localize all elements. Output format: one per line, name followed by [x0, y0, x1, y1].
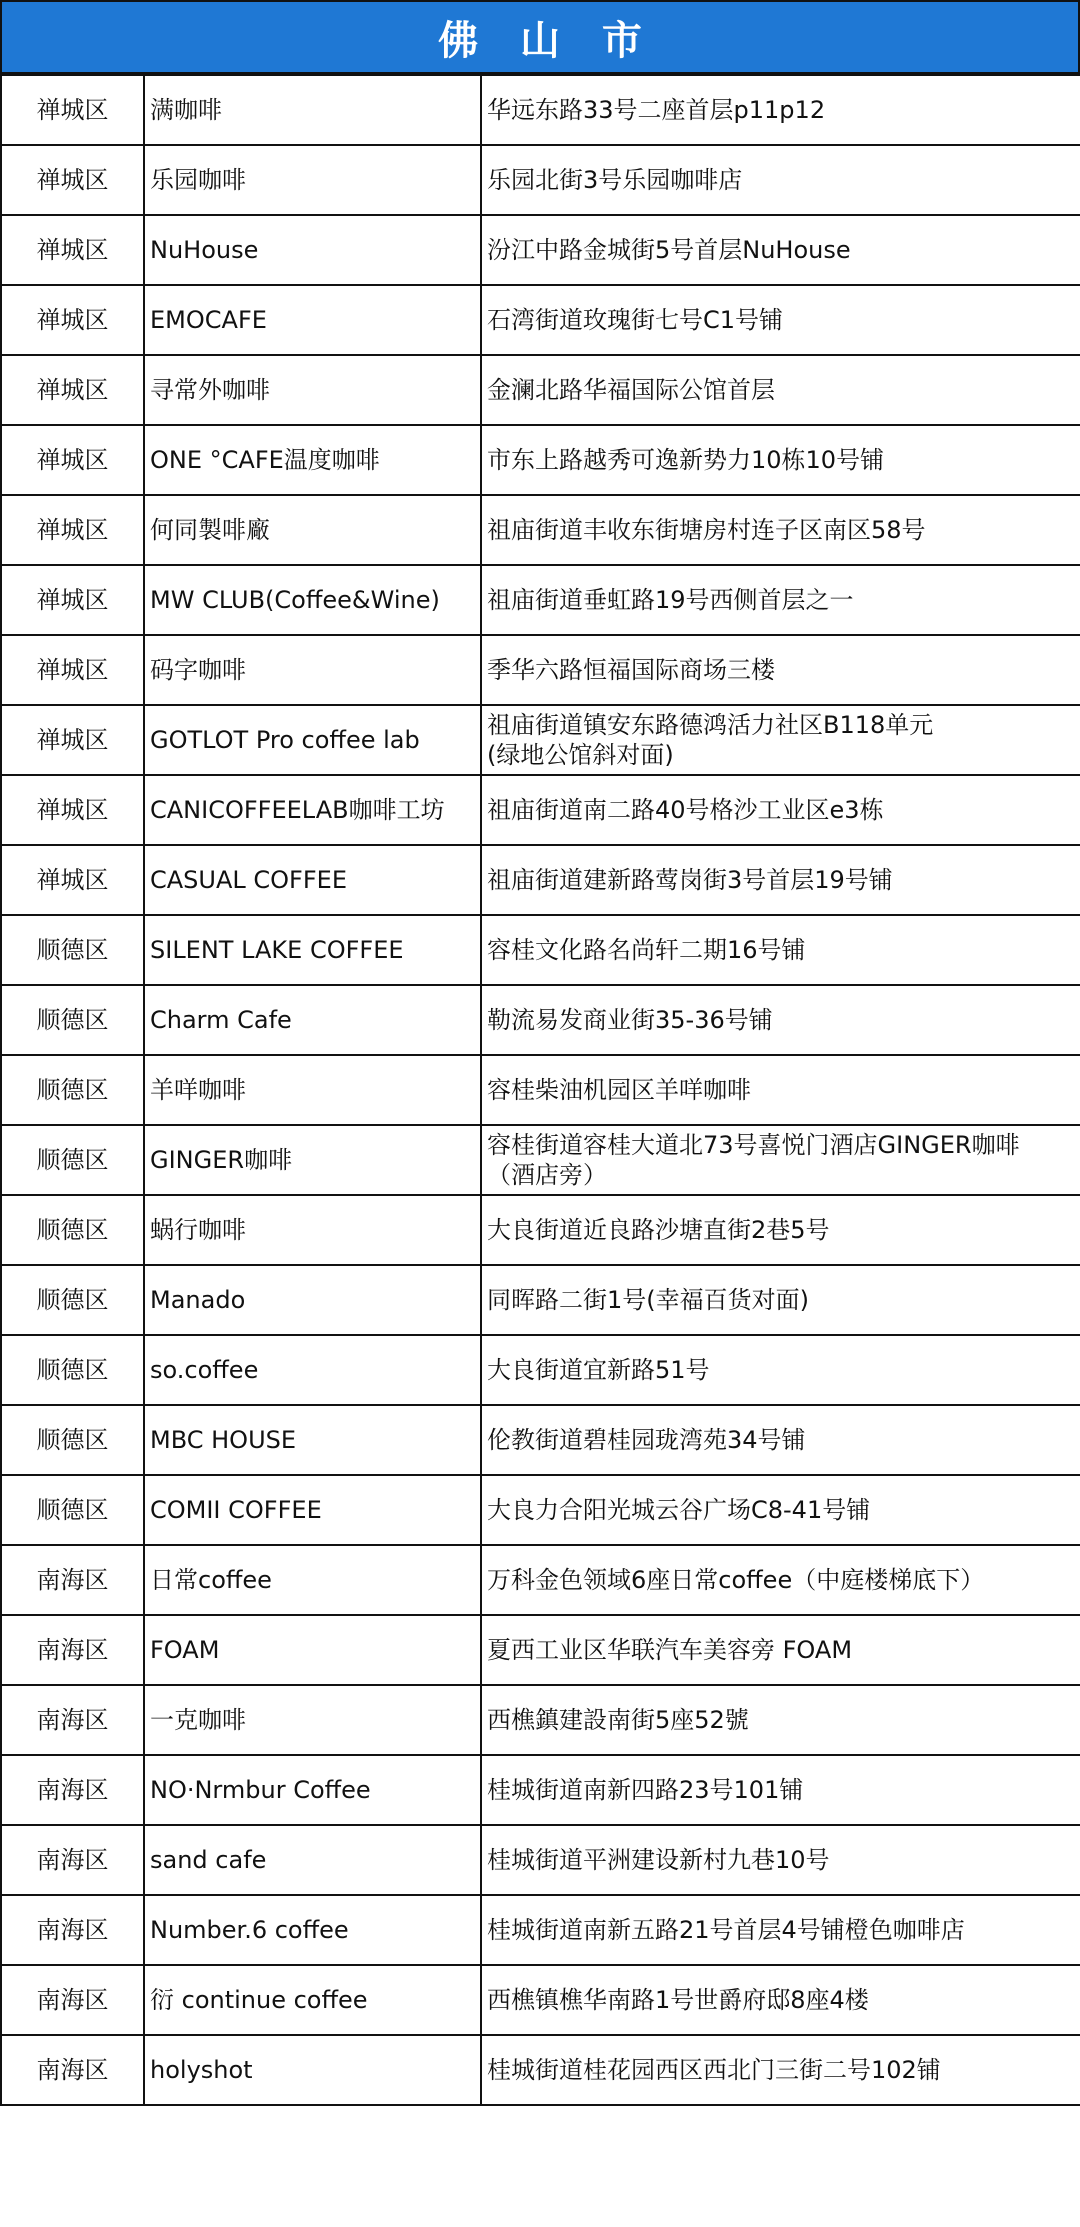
address-line: 祖庙街道建新路莺岗街3号首层19号铺 [487, 866, 893, 894]
address-line: 桂城街道平洲建设新村九巷10号 [487, 1846, 830, 1874]
address-cell [481, 495, 1080, 565]
district-cell: 顺德区 [1, 1335, 144, 1405]
table-row [1, 145, 1080, 215]
table-row [1, 1545, 1080, 1615]
table-row [1, 1405, 1080, 1475]
shop-name-cell: 日常coffee [144, 1545, 481, 1615]
table-row [1, 915, 1080, 985]
address-cell [481, 1825, 1080, 1895]
address-line: 容桂街道容桂大道北73号喜悦门酒店GINGER咖啡 [487, 1131, 1020, 1159]
district-cell: 禅城区 [1, 145, 144, 215]
shop-name-cell: COMII COFFEE [144, 1475, 481, 1545]
table-row [1, 1265, 1080, 1335]
shop-name-cell: MBC HOUSE [144, 1405, 481, 1475]
address-cell [481, 705, 1080, 775]
shop-name-cell: NuHouse [144, 215, 481, 285]
address-cell [481, 355, 1080, 425]
address-line: 市东上路越秀可逸新势力10栋10号铺 [487, 446, 885, 474]
address-line: 季华六路恒福国际商场三楼 [487, 656, 775, 684]
district-cell: 南海区 [1, 1895, 144, 1965]
address-cell [481, 1335, 1080, 1405]
shop-name-cell: FOAM [144, 1615, 481, 1685]
district-cell: 禅城区 [1, 565, 144, 635]
district-cell: 禅城区 [1, 75, 144, 145]
coffee-shop-table [0, 74, 1080, 2106]
address-line: 西樵镇樵华南路1号世爵府邸8座4楼 [487, 1986, 869, 2014]
table-row [1, 775, 1080, 845]
address-cell [481, 1195, 1080, 1265]
address-cell [481, 425, 1080, 495]
address-cell [481, 775, 1080, 845]
district-cell: 南海区 [1, 2035, 144, 2105]
city-title: 佛 山 市 [438, 17, 656, 64]
district-cell: 南海区 [1, 1825, 144, 1895]
shop-name-cell: 寻常外咖啡 [144, 355, 481, 425]
shop-name-cell: holyshot [144, 2035, 481, 2105]
shop-name-cell: SILENT LAKE COFFEE [144, 915, 481, 985]
district-cell: 顺德区 [1, 1405, 144, 1475]
address-cell [481, 1405, 1080, 1475]
table-row [1, 1895, 1080, 1965]
district-cell: 南海区 [1, 1965, 144, 2035]
table-row [1, 425, 1080, 495]
address-cell [481, 1055, 1080, 1125]
address-line: (绿地公馆斜对面) [487, 741, 674, 769]
address-cell [481, 285, 1080, 355]
address-cell [481, 1685, 1080, 1755]
district-cell: 禅城区 [1, 775, 144, 845]
address-line: 桂城街道南新五路21号首层4号铺橙色咖啡店 [487, 1916, 965, 1944]
address-line: 金澜北路华福国际公馆首层 [487, 376, 775, 404]
address-line: 西樵鎮建設南街5座52號 [487, 1706, 749, 1734]
district-cell: 禅城区 [1, 215, 144, 285]
address-line: 大良街道宜新路51号 [487, 1356, 710, 1384]
district-cell: 禅城区 [1, 355, 144, 425]
table-row [1, 1475, 1080, 1545]
address-line: 祖庙街道丰收东街塘房村连子区南区58号 [487, 516, 926, 544]
district-cell: 南海区 [1, 1755, 144, 1825]
table-row [1, 215, 1080, 285]
district-cell: 禅城区 [1, 495, 144, 565]
table-row [1, 495, 1080, 565]
address-line: 夏西工业区华联汽车美容旁 FOAM [487, 1636, 853, 1664]
table-row [1, 1755, 1080, 1825]
shop-name-cell: Charm Cafe [144, 985, 481, 1055]
address-line: 石湾街道玫瑰街七号C1号铺 [487, 306, 784, 334]
address-line: 乐园北街3号乐园咖啡店 [487, 166, 743, 194]
address-line: 华远东路33号二座首层p11p12 [487, 96, 826, 124]
address-cell [481, 565, 1080, 635]
district-cell: 顺德区 [1, 915, 144, 985]
address-line: 勒流易发商业街35-36号铺 [487, 1006, 773, 1034]
table-row [1, 355, 1080, 425]
table-row [1, 1615, 1080, 1685]
address-cell [481, 2035, 1080, 2105]
shop-name-cell: 衍 continue coffee [144, 1965, 481, 2035]
shop-name-cell: CANICOFFEELAB咖啡工坊 [144, 775, 481, 845]
address-line: 汾江中路金城街5号首层NuHouse [487, 236, 851, 264]
address-cell [481, 635, 1080, 705]
shop-name-cell: 满咖啡 [144, 75, 481, 145]
district-cell: 顺德区 [1, 1055, 144, 1125]
address-cell [481, 1475, 1080, 1545]
shop-name-cell: 乐园咖啡 [144, 145, 481, 215]
address-cell [481, 845, 1080, 915]
address-cell [481, 145, 1080, 215]
table-row [1, 1825, 1080, 1895]
district-cell: 顺德区 [1, 1265, 144, 1335]
address-line: 祖庙街道镇安东路德鸿活力社区B118单元 [487, 711, 934, 739]
district-cell: 顺德区 [1, 985, 144, 1055]
table-row [1, 2035, 1080, 2105]
shop-name-cell: NO·Nrmbur Coffee [144, 1755, 481, 1825]
table-row [1, 565, 1080, 635]
district-cell: 南海区 [1, 1615, 144, 1685]
district-cell: 禅城区 [1, 425, 144, 495]
address-line: 桂城街道桂花园西区西北门三街二号102铺 [487, 2056, 941, 2084]
shop-name-cell: sand cafe [144, 1825, 481, 1895]
table-row [1, 1965, 1080, 2035]
district-cell: 南海区 [1, 1545, 144, 1615]
table-row [1, 1055, 1080, 1125]
address-cell [481, 985, 1080, 1055]
address-cell [481, 1965, 1080, 2035]
address-cell [481, 1545, 1080, 1615]
shop-name-cell: 码字咖啡 [144, 635, 481, 705]
table-row [1, 1335, 1080, 1405]
table-row [1, 635, 1080, 705]
title-bar [0, 0, 1080, 74]
address-cell [481, 1895, 1080, 1965]
address-cell [481, 1615, 1080, 1685]
address-cell [481, 1265, 1080, 1335]
address-line: 容桂柴油机园区羊咩咖啡 [487, 1076, 751, 1104]
address-line: 大良街道近良路沙塘直街2巷5号 [487, 1216, 830, 1244]
address-line: 万科金色领域6座日常coffee（中庭楼梯底下） [487, 1566, 985, 1594]
address-line: 容桂文化路名尚轩二期16号铺 [487, 936, 806, 964]
coffee-shop-table-body [1, 75, 1080, 2105]
address-line: （酒店旁） [487, 1161, 607, 1189]
shop-name-cell: 一克咖啡 [144, 1685, 481, 1755]
table-row [1, 1685, 1080, 1755]
district-cell: 顺德区 [1, 1475, 144, 1545]
address-cell [481, 215, 1080, 285]
address-cell [481, 75, 1080, 145]
district-cell: 禅城区 [1, 705, 144, 775]
district-cell: 顺德区 [1, 1195, 144, 1265]
table-row [1, 985, 1080, 1055]
table-row [1, 705, 1080, 775]
address-line: 祖庙街道南二路40号格沙工业区e3栋 [487, 796, 884, 824]
district-cell: 顺德区 [1, 1125, 144, 1195]
shop-name-cell: so.coffee [144, 1335, 481, 1405]
address-line: 伦教街道碧桂园珑湾苑34号铺 [487, 1426, 806, 1454]
shop-name-cell: ONE °CAFE温度咖啡 [144, 425, 481, 495]
district-cell: 南海区 [1, 1685, 144, 1755]
table-row [1, 1125, 1080, 1195]
shop-name-cell: 蜗行咖啡 [144, 1195, 481, 1265]
district-cell: 禅城区 [1, 845, 144, 915]
shop-name-cell: GOTLOT Pro coffee lab [144, 705, 481, 775]
address-line: 大良力合阳光城云谷广场C8-41号铺 [487, 1496, 871, 1524]
shop-name-cell: Number.6 coffee [144, 1895, 481, 1965]
shop-name-cell: 羊咩咖啡 [144, 1055, 481, 1125]
shop-name-cell: MW CLUB(Coffee&Wine) [144, 565, 481, 635]
address-cell [481, 1125, 1080, 1195]
address-line: 祖庙街道垂虹路19号西侧首层之一 [487, 586, 854, 614]
shop-name-cell: Manado [144, 1265, 481, 1335]
table-row [1, 75, 1080, 145]
shop-name-cell: EMOCAFE [144, 285, 481, 355]
shop-name-cell: CASUAL COFFEE [144, 845, 481, 915]
address-line: 桂城街道南新四路23号101铺 [487, 1776, 804, 1804]
table-row [1, 1195, 1080, 1265]
address-cell [481, 915, 1080, 985]
shop-name-cell: GINGER咖啡 [144, 1125, 481, 1195]
table-row [1, 845, 1080, 915]
district-cell: 禅城区 [1, 635, 144, 705]
address-cell [481, 1755, 1080, 1825]
district-cell: 禅城区 [1, 285, 144, 355]
address-line: 同晖路二街1号(幸福百货对面) [487, 1286, 809, 1314]
table-row [1, 285, 1080, 355]
shop-name-cell: 何同製啡廠 [144, 495, 481, 565]
